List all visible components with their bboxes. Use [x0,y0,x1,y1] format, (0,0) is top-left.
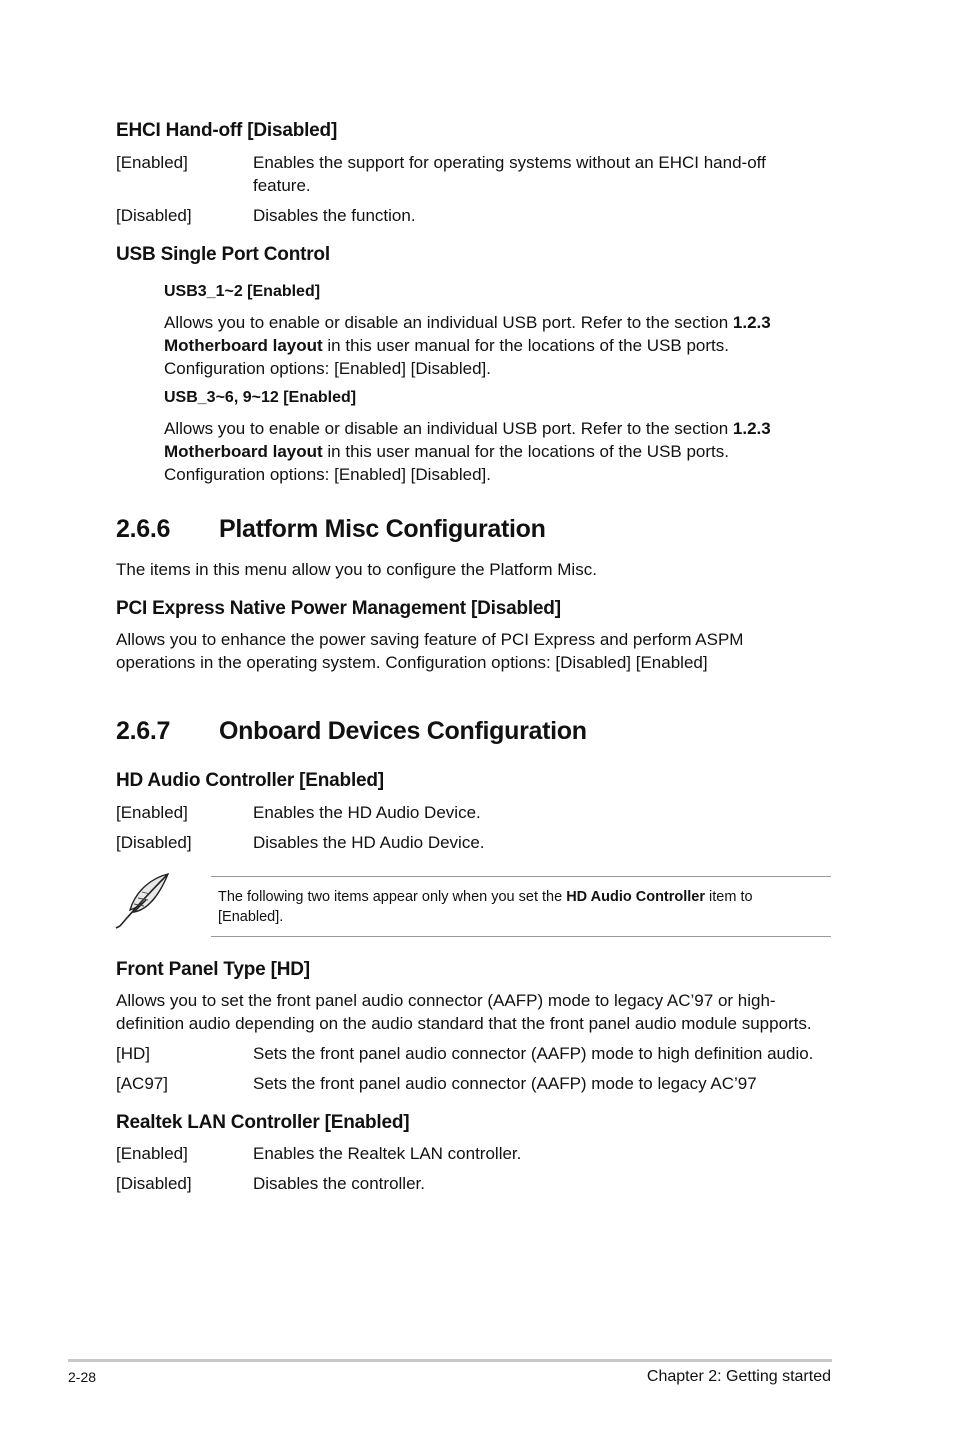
lan-heading: Realtek LAN Controller [Enabled] [116,1112,410,1133]
hd-option-disabled-desc: Disables the HD Audio Device. [253,833,485,852]
feather-pen-icon [112,870,174,932]
fp-option-ac97-key: [AC97] [116,1074,168,1093]
hd-audio-heading: HD Audio Controller [Enabled] [116,770,384,791]
section-267-title: Onboard Devices Configuration [219,717,587,745]
section-266-number: 2.6.6 [116,515,171,543]
section-267-number: 2.6.7 [116,717,171,745]
lan-option-enabled-key: [Enabled] [116,1144,188,1163]
hd-option-disabled-key: [Disabled] [116,833,192,852]
front-panel-text: Allows you to set the front panel audio connector (AAFP) mode to legacy AC’97 or high-definition audio depending on the audio standard that the front panel audio module supports. [116,991,812,1033]
usb-item1-heading: USB3_1~2 [Enabled] [164,283,321,300]
front-panel-heading: Front Panel Type [HD] [116,959,310,980]
fp-option-hd-desc: Sets the front panel audio connector (AAFP) mode to high definition audio. [253,1044,814,1063]
fp-option-ac97-desc: Sets the front panel audio connector (AAFP) mode to legacy AC’97 [253,1074,757,1093]
usb-item2-text: Allows you to enable or disable an individual USB port. Refer to the section 1.2.3 Motherboard layout in this user manual for the locations of the USB ports. Configuration options: [Enabled] [Disabled]. [164,419,771,484]
usb-item2-heading: USB_3~6, 9~12 [Enabled] [164,389,357,406]
fp-option-hd-key: [HD] [116,1044,150,1063]
note-bottom-rule [211,936,831,937]
hd-option-enabled-key: [Enabled] [116,803,188,822]
note-top-rule [211,876,831,877]
ehci-option-enabled-desc: Enables the support for operating systems without an EHCI hand-off feature. [253,153,766,195]
ehci-option-disabled-key: [Disabled] [116,206,192,225]
usb-item1-text: Allows you to enable or disable an individual USB port. Refer to the section 1.2.3 Motherboard layout in this user manual for the locations of the USB ports. Configuration options: [Enabled] [Disabled]. [164,313,771,378]
chapter-label: Chapter 2: Getting started [646,1368,831,1385]
note-text: The following two items appear only when you set the HD Audio Controller item to [Enabled]. [218,889,753,925]
ehci-option-disabled-desc: Disables the function. [253,206,416,225]
lan-option-disabled-desc: Disables the controller. [253,1174,425,1193]
section-266-intro: The items in this menu allow you to configure the Platform Misc. [116,560,597,579]
usb-heading: USB Single Port Control [116,244,330,265]
section-266-title: Platform Misc Configuration [219,515,546,543]
lan-option-enabled-desc: Enables the Realtek LAN controller. [253,1144,522,1163]
hd-option-enabled-desc: Enables the HD Audio Device. [253,803,481,822]
page-number: 2-28 [68,1369,97,1385]
ehci-heading: EHCI Hand-off [Disabled] [116,120,338,141]
lan-option-disabled-key: [Disabled] [116,1174,192,1193]
footer-rule [68,1359,832,1362]
pci-heading: PCI Express Native Power Management [Disabled] [116,598,561,619]
ehci-option-enabled-key: [Enabled] [116,153,188,172]
pci-text: Allows you to enhance the power saving feature of PCI Express and perform ASPM operations in the operating system. Configuration options: [Disabled] [Enabled] [116,630,744,672]
